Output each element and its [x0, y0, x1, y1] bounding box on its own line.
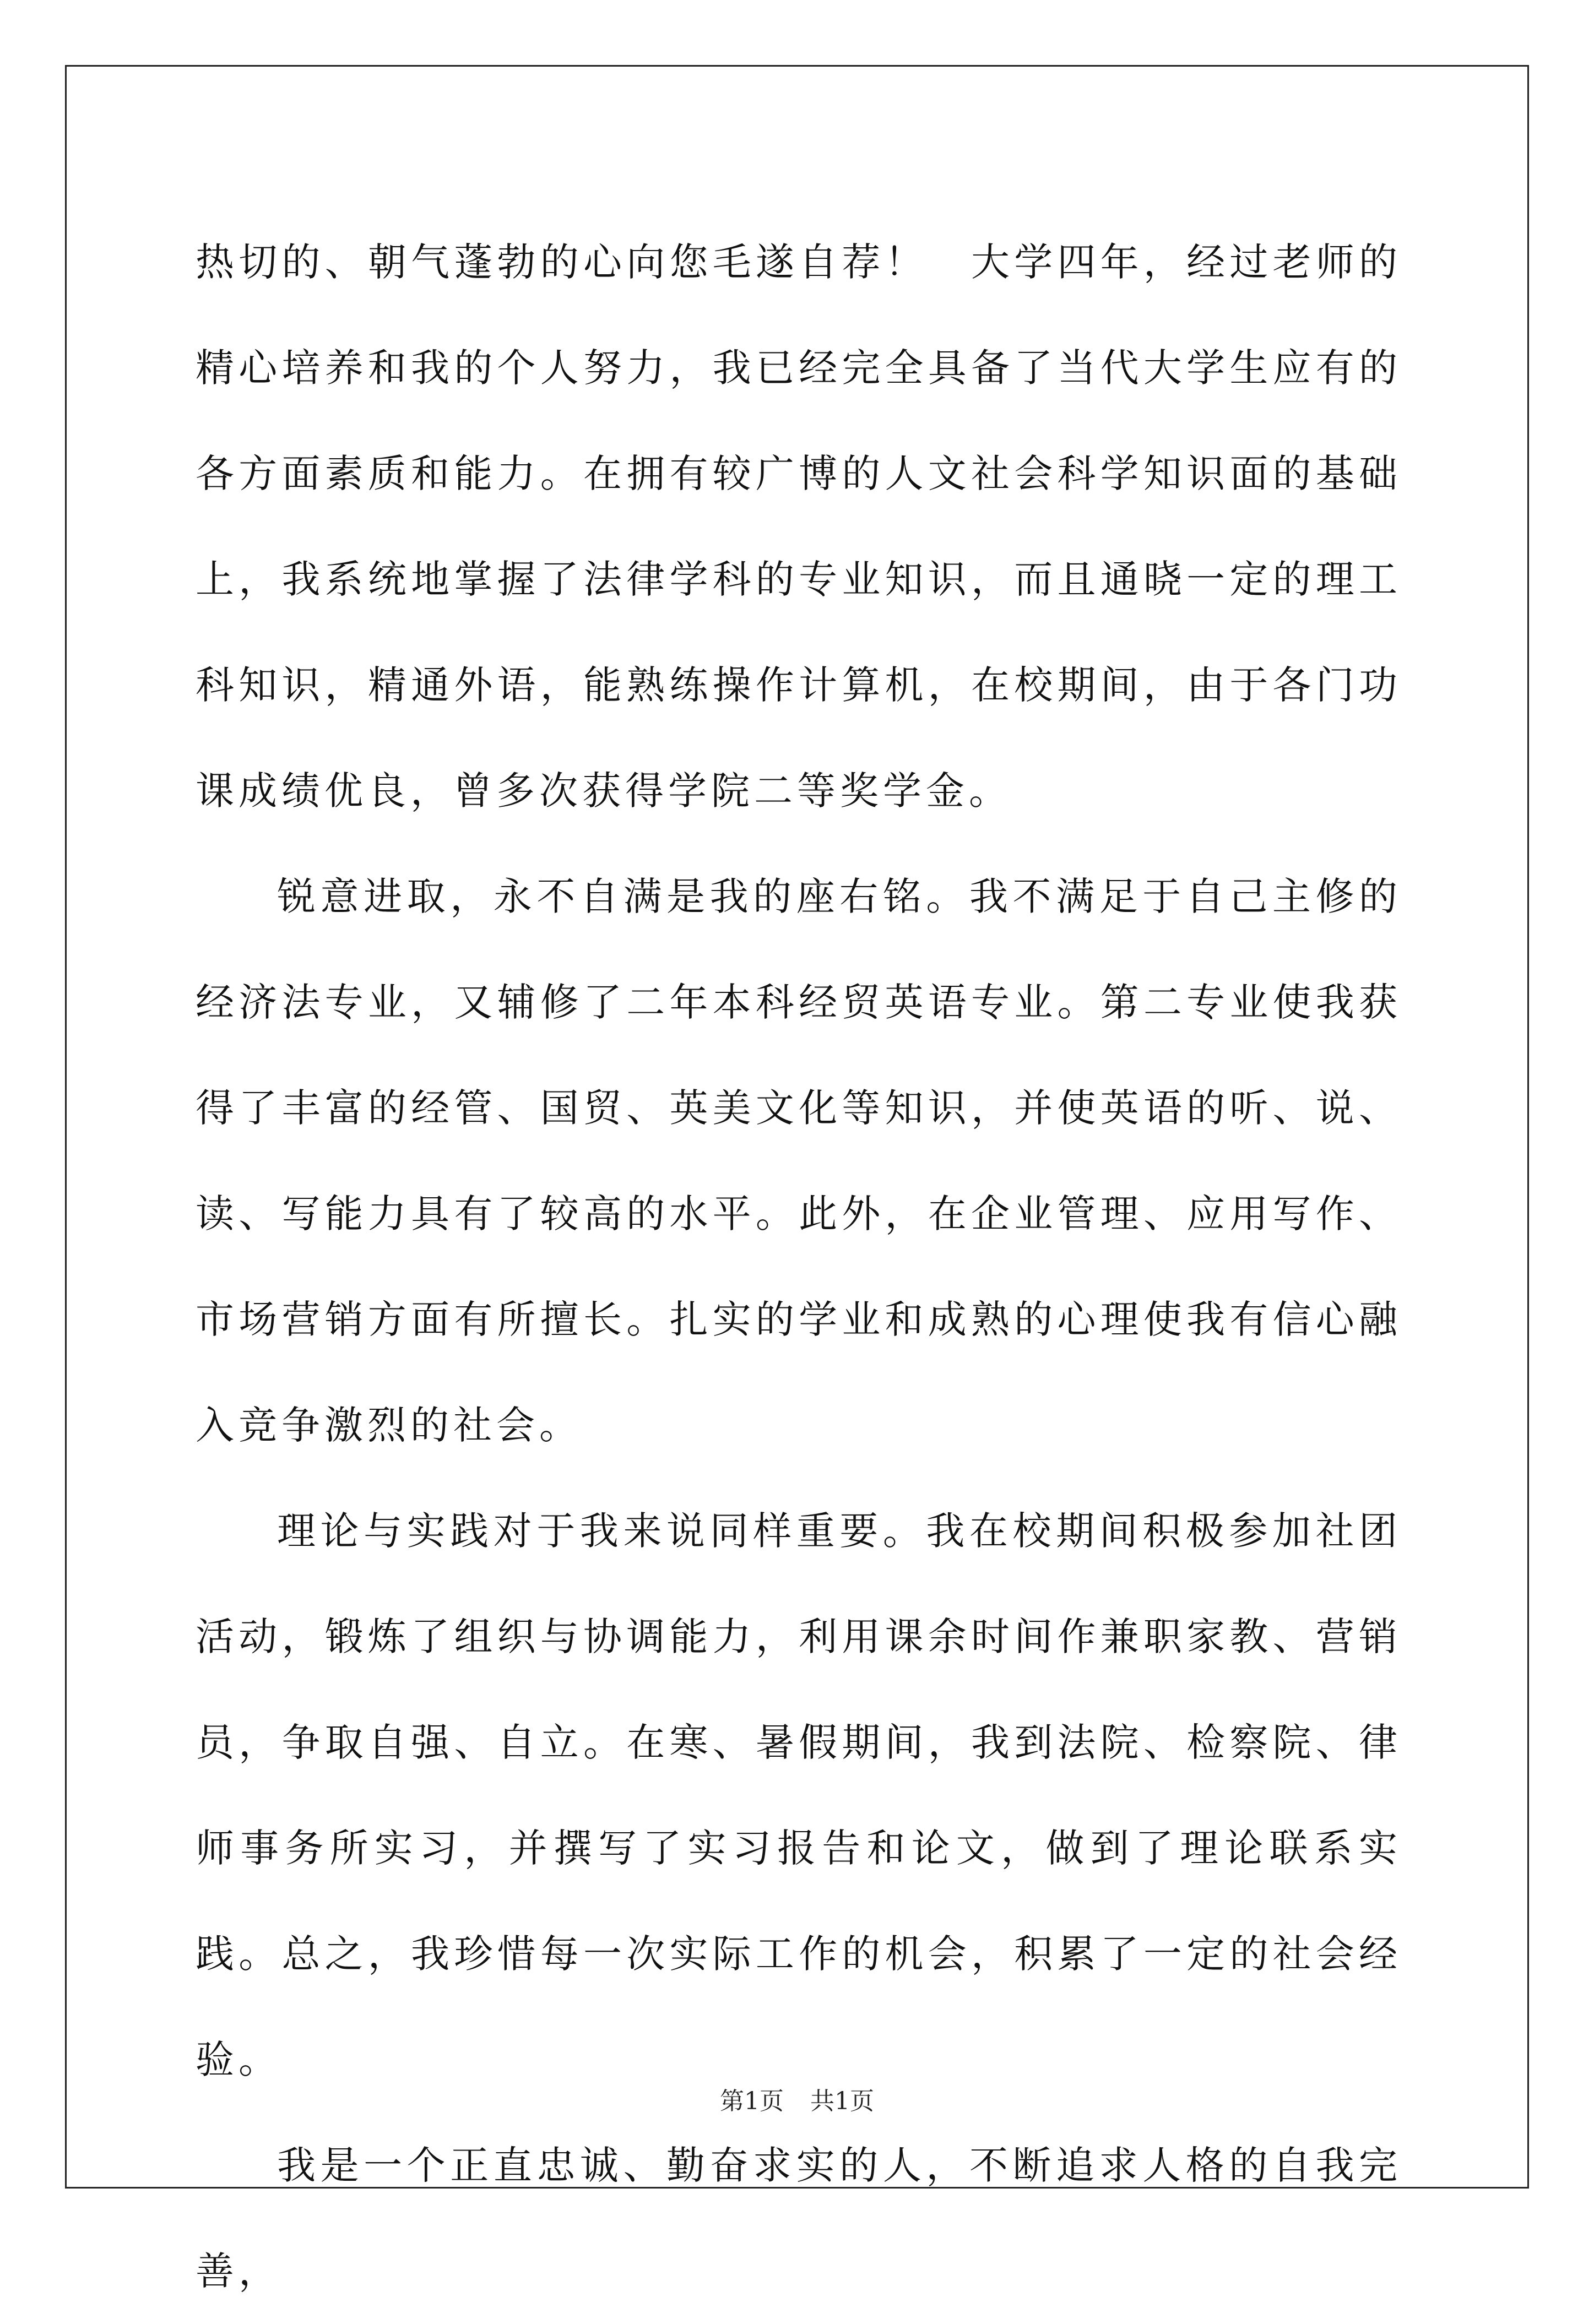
- page-total: 共1页: [810, 2087, 874, 2115]
- paragraph-motto: 锐意进取，永不自满是我的座右铭。我不满足于自己主修的经济法专业，又辅修了二年本科经贸英语专业。第二专业使我获得了丰富的经管、国贸、英美文化等知识，并使英语的听、说、读、写能力具有了较高的水平。此外，在企业管理、应用写作、市场营销方面有所擅长。扎实的学业和成熟的心理使我有信心融入竞争激烈的社会。: [196, 874, 1402, 1448]
- paragraph-character: 我是一个正直忠诚、勤奋求实的人，不断追求人格的自我完善，: [196, 2143, 1402, 2294]
- page-footer: [0, 2085, 1594, 2118]
- page-number: 第1页: [720, 2087, 784, 2115]
- paragraph-practice: 理论与实践对于我来说同样重要。我在校期间积极参加社团活动，锻炼了组织与协调能力，利用课余时间作兼职家教、营销员，争取自强、自立。在寒、暑假期间，我到法院、检察院、律师事务所实习，并撰写了实习报告和论文，做到了理论联系实践。总之，我珍惜每一次实际工作的机会，积累了一定的社会经验。: [196, 1508, 1402, 2082]
- document-body: [196, 209, 1402, 2324]
- paragraph-intro: 热切的、朝气蓬勃的心向您毛遂自荐！ 大学四年，经过老师的精心培养和我的个人努力，我已经完全具备了当代大学生应有的各方面素质和能力。在拥有较广博的人文社会科学知识面的基础上，我系统地掌握了法律学科的专业知识，而且通晓一定的理工科知识，精通外语，能熟练操作计算机，在校期间，由于各门功课成绩优良，曾多次获得学院二等奖学金。: [196, 240, 1402, 813]
